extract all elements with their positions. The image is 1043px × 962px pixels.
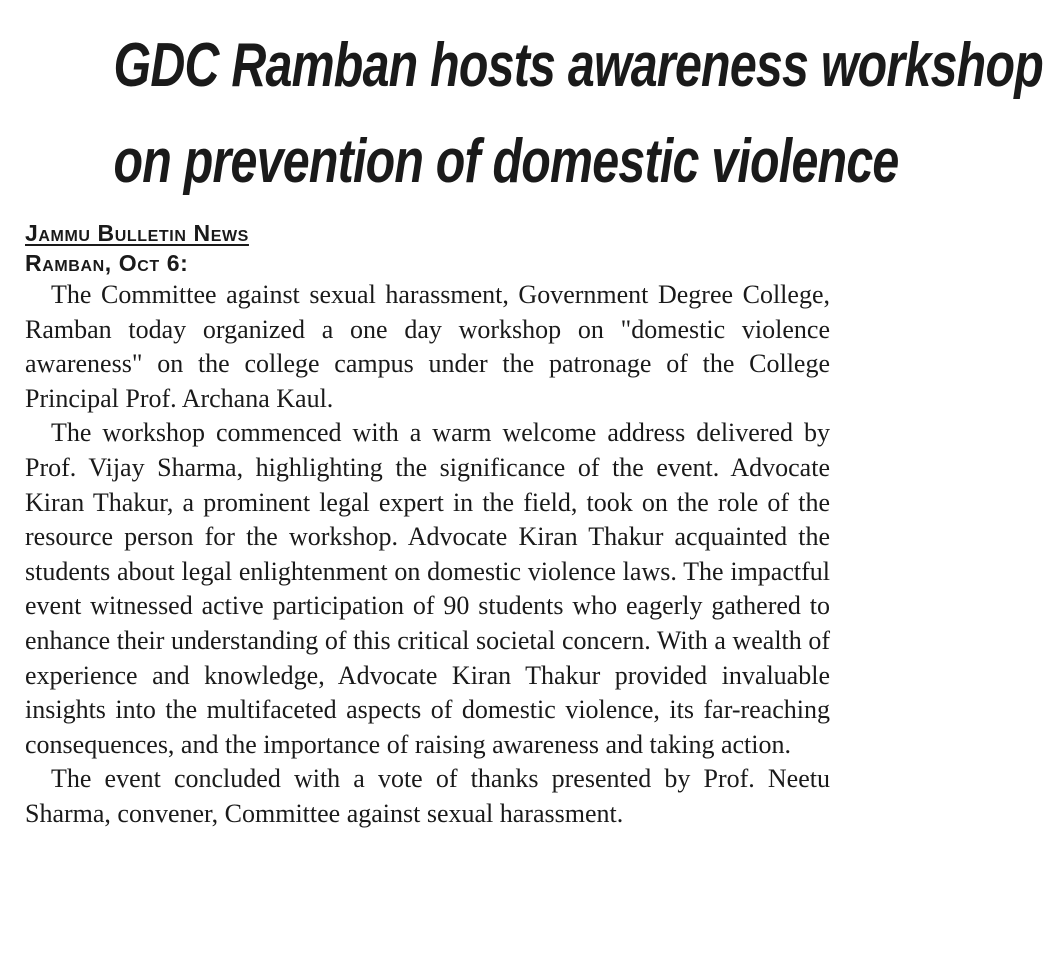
headline <box>113 18 1043 210</box>
headline-line-2: on prevention of domestic violence <box>113 127 899 196</box>
byline: Jammu Bulletin News <box>25 220 249 246</box>
paragraph-3: The event concluded with a vote of thanks presented by Prof. Neetu Sharma, convener, Committee against sexual harassment. <box>25 764 830 828</box>
dateline: Ramban, Oct 6: <box>25 250 189 276</box>
paragraph-1: The Committee against sexual harassment, Government Degree College, Ramban today organized a one day workshop on "domestic violence awareness" on the college campus under the patronage of the College Principal Prof. Archana Kaul. <box>25 280 830 413</box>
headline-line-1: GDC Ramban hosts awareness workshop <box>113 31 1043 100</box>
paragraph-2: The workshop commenced with a warm welcome address delivered by Prof. Vijay Sharma, highlighting the significance of the event. Advocate Kiran Thakur, a prominent legal expert in the field, took on the role of the resource person for the workshop. Advocate Kiran Thakur acquainted the students about legal enlightenment on domestic violence laws. The impactful event witnessed active participation of 90 students who eagerly gathered to enhance their understanding of this critical societal concern. With a wealth of experience and knowledge, Advocate Kiran Thakur provided invaluable insights into the multifaceted aspects of domestic violence, its far-reaching consequences, and the importance of raising awareness and taking action. <box>25 418 830 759</box>
article-body <box>25 278 830 832</box>
